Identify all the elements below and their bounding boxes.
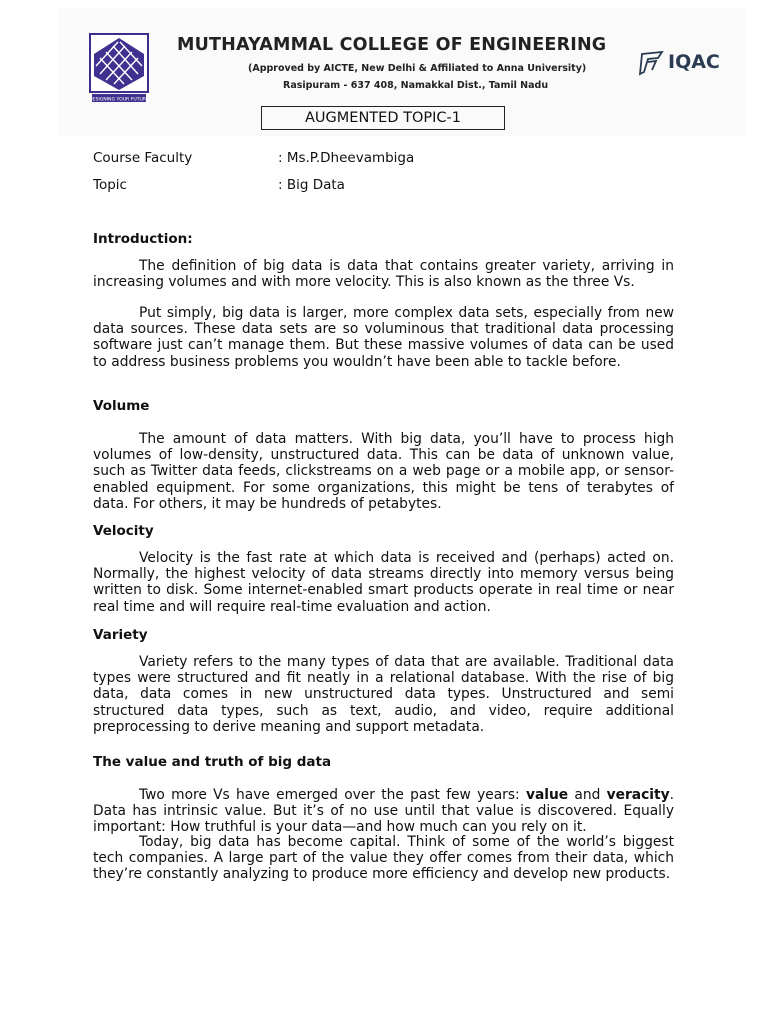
iqac-logo — [638, 50, 728, 78]
topic-label: Topic — [93, 177, 127, 193]
value-paragraph-2: Today, big data has become capital. Think of some of the world’s biggest tech companies. A large part of the value they offer comes from their data, which they’re constantly analyzing to produce more efficiency and develop new products. — [93, 834, 674, 883]
velocity-paragraph: Velocity is the fast rate at which data is received and (perhaps) acted on. Normally, the highest velocity of data streams directly into memory versus being written to disk. Some internet-enabled smart products operate in real time or near real time and will require real-time evaluation and action. — [93, 550, 674, 615]
topic-value: : Big Data — [278, 177, 345, 193]
value-heading: The value and truth of big data — [93, 754, 332, 770]
college-logo-icon — [88, 32, 150, 104]
document-title: AUGMENTED TOPIC-1 — [261, 106, 505, 130]
faculty-label: Course Faculty — [93, 150, 193, 166]
volume-heading: Volume — [93, 398, 150, 414]
veracity-term: veracity — [606, 787, 670, 803]
logo-motto: DESIGNING YOUR FUTURE — [89, 97, 149, 103]
college-address: Rasipuram - 637 408, Namakkal Dist., Tamil Nadu — [283, 80, 549, 91]
faculty-value: : Ms.P.Dheevambiga — [278, 150, 415, 166]
velocity-heading: Velocity — [93, 523, 154, 539]
value-paragraph-1: Two more Vs have emerged over the past few years: value and veracity. Data has intrinsic value. But it’s of no use until that value is discovered. Equally important: How truthful is your data—and how much can you rely on it. — [93, 787, 674, 836]
value-term: value — [525, 787, 569, 803]
college-name: MUTHAYAMMAL COLLEGE OF ENGINEERING — [177, 35, 607, 55]
iqac-emblem-icon — [638, 50, 666, 76]
intro-heading: Introduction: — [93, 231, 193, 247]
college-approval: (Approved by AICTE, New Delhi & Affiliated to Anna University) — [248, 63, 587, 74]
variety-heading: Variety — [93, 627, 148, 643]
variety-paragraph: Variety refers to the many types of data that are available. Traditional data types were structured and fit neatly in a relational database. With the rise of big data, data comes in new unstructured data types. Unstructured and semi structured data types, such as text, audio, and video, require additional preprocessing to derive meaning and support metadata. — [93, 654, 674, 735]
intro-paragraph-1: The definition of big data is data that contains greater variety, arriving in increasing volumes and with more velocity. This is also known as the three Vs. — [93, 258, 674, 291]
volume-paragraph: The amount of data matters. With big data, you’ll have to process high volumes of low-density, unstructured data. This can be data of unknown value, such as Twitter data feeds, clickstreams on a web page or a mobile app, or sensor-enabled equipment. For some organizations, this might be tens of terabytes of data. For others, it may be hundreds of petabytes. — [93, 431, 674, 512]
intro-paragraph-2: Put simply, big data is larger, more complex data sets, especially from new data sources. These data sets are so voluminous that traditional data processing software just can’t manage them. But these massive volumes of data can be used to address business problems you wouldn’t have been able to tackle before. — [93, 305, 674, 370]
iqac-label: IQAC — [668, 51, 720, 73]
